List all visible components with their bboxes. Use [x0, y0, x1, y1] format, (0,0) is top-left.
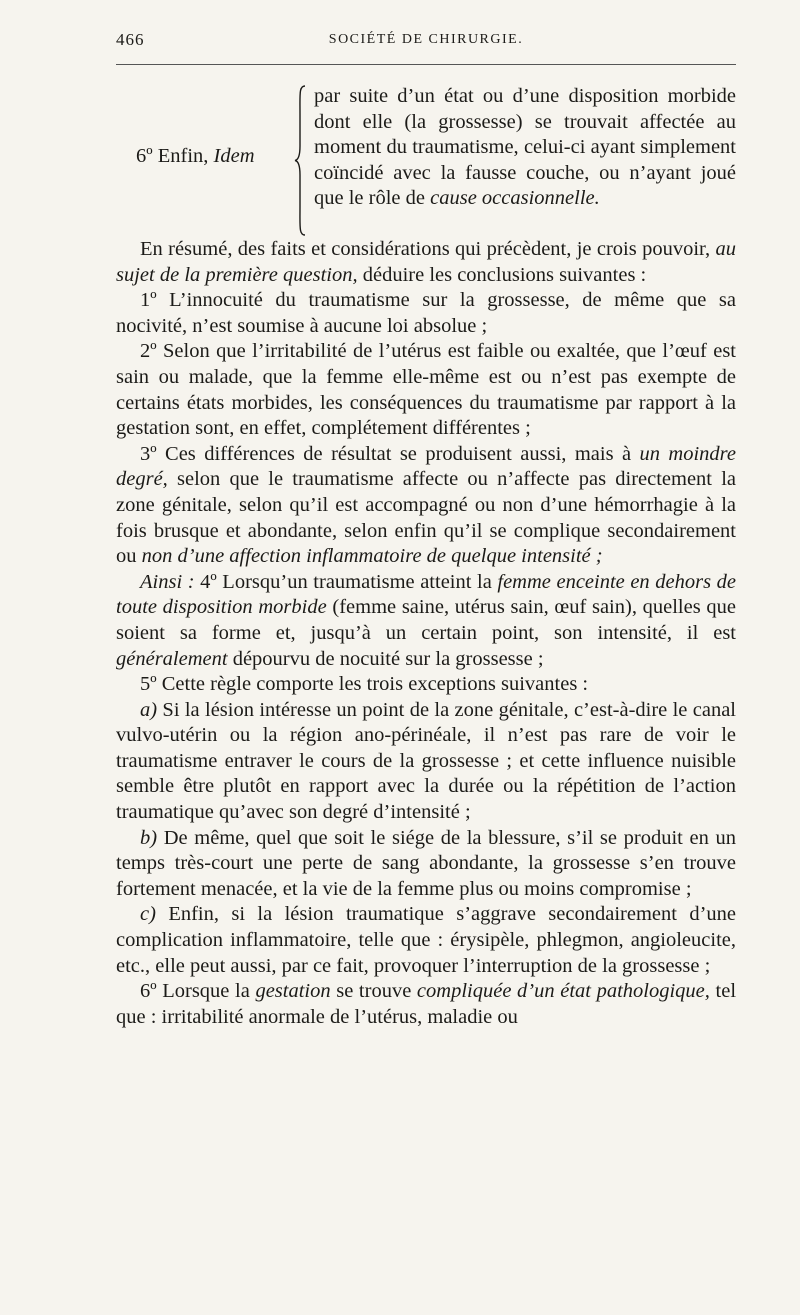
- bracket-label: [116, 144, 300, 170]
- paragraph-3: 3º Ces différences de résultat se produisent aussi, mais à un moindre degré, selon que le traumatisme affecte ou n’affecte pas directement la zone génitale, selon qu’il est accompagné ou non d’une hémorrhagie à la fois brusque et abondante, selon enfin qu’il se complique secondairement ou non d’une affection inflammatoire de quelque intensité ;: [116, 442, 736, 568]
- paragraph-c: c) Enfin, si la lésion traumatique s’aggrave secondairement d’une complication inflammatoire, telle que : érysipèle, phlegmon, angioleucite, etc., elle peut aussi, par ce fait, provoquer l’interruption de la grossesse ;: [116, 903, 736, 977]
- paragraph-4: Ainsi : 4º Lorsqu’un traumatisme atteint la femme enceinte en dehors de toute disposition morbide (femme saine, utérus sain, œuf sain), quelles que soient sa forme et, jusqu’à un certain point, son intensité, il est généralement dépourvu de nocuité sur la grossesse ;: [116, 570, 736, 670]
- paragraph-6: 6º Lorsque la gestation se trouve compliquée d’un état pathologique, tel que : irritabilité anormale de l’utérus, maladie ou: [116, 980, 737, 1028]
- body-text: [116, 84, 736, 1030]
- running-title: SOCIÉTÉ DE CHIRURGIE.: [328, 32, 524, 47]
- bracket-label-italic: Idem: [213, 144, 255, 167]
- paragraph-a: a) Si la lésion intéresse un point de la zone génitale, c’est-à-dire le canal vulvo-utérin ou la région ano-périnéale, il n’est pas rare de voir le traumatisme entraver le cours de la grossesse ; et cette influence nuisible semble être plutôt en rapport avec la durée ou la répétition de l’action traumatique qu’avec son degré d’intensité ;: [116, 698, 736, 824]
- paragraph-1: 1º L’innocuité du traumatisme sur la grossesse, de même que sa nocivité, n’est soumise à aucune loi absolue ;: [116, 289, 736, 337]
- page-header: [116, 30, 736, 56]
- paragraph-resume: En résumé, des faits et considérations qui précèdent, je crois pouvoir, au sujet de la première question, déduire les conclusions suivantes :: [116, 238, 736, 286]
- bracketed-item: [116, 84, 736, 237]
- page-number: 466: [116, 30, 145, 49]
- bracket-body: par suite d’un état ou d’une disposition morbide dont elle (la grossesse) se trouvait affectée au moment du traumatisme, celui-ci ayant simplement coïncidé avec la fausse couche, ou n’ayant joué que le rôle de cause occasionnelle.: [314, 85, 736, 210]
- bracket-label-prefix: 6º Enfin,: [136, 144, 214, 167]
- curly-brace: [294, 84, 308, 237]
- paragraph-2: 2º Selon que l’irritabilité de l’utérus est faible ou exaltée, que l’œuf est sain ou malade, que la femme elle-même est ou n’est pas exempte de certains états morbides, les conséquences du traumatisme par rapport à la gestation sont, en effet, complétement différentes ;: [116, 340, 736, 440]
- header-rule: [116, 64, 736, 65]
- paragraph-5: 5º Cette règle comporte les trois exceptions suivantes :: [140, 673, 589, 696]
- paragraph-b: b) De même, quel que soit le siége de la blessure, s’il se produit en un temps très-court une perte de sang abondante, la grossesse s’en trouve fortement menacée, et la vie de la femme plus ou moins compromise ;: [116, 826, 736, 900]
